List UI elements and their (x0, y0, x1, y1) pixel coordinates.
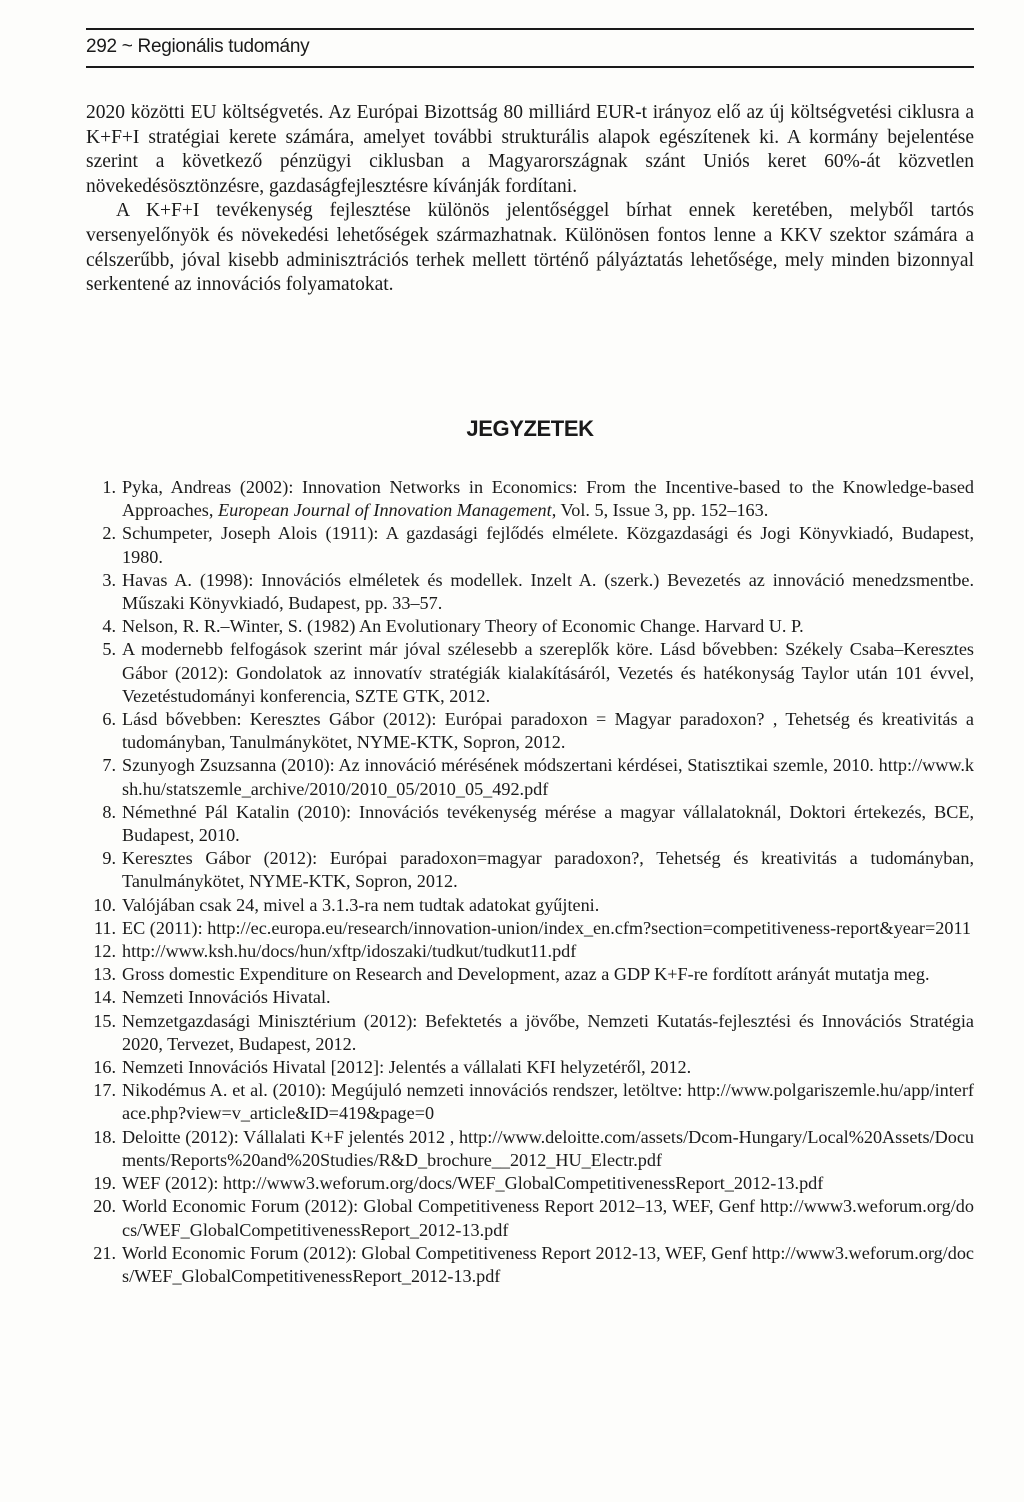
note-item (86, 1126, 974, 1172)
note-number: 19. (93, 1173, 116, 1194)
body-paragraph: 2020 közötti EU költségvetés. Az Európai Bizottság 80 milliárd EUR-t irányoz elő az új költségvetési ciklusra a K+F+I stratégiai kerete számára, amelyet további strukturális alapok egészítenek ki. A kormány bejelentése szerint a következő pénzügyi ciklusban a Magyarországnak szánt Uniós keret 60%-át közvetlen növekedésösztönzésre, gazdaságfejlesztésre kívánják fordítani. (86, 102, 974, 197)
note-text: http://www.ksh.hu/docs/hun/xftp/idoszaki/tudkut/tudkut11.pdf (122, 941, 577, 962)
note-text-part: , Vol. 5, Issue 3, pp. 152–163. (551, 500, 769, 521)
note-item (86, 847, 974, 893)
note-item (86, 569, 974, 615)
note-item (86, 1242, 974, 1288)
note-text: Valójában csak 24, mivel a 3.1.3-ra nem tudtak adatokat gyűjteni. (122, 894, 600, 915)
note-number: 17. (93, 1080, 116, 1101)
note-item (86, 963, 974, 986)
note-text: Deloitte (2012): Vállalati K+F jelentés 2012 , http://www.deloitte.com/assets/Dcom-Hungary/Local%20Assets/Documents/Reports%20and%20Studies/R&D_brochure__2012_HU_Electr.pdf (122, 1126, 974, 1170)
body-paragraph: A K+F+I tevékenység fejlesztése különös jelentőséggel bírhat ennek keretében, melyből tartós versenyelőnyök és növekedési lehetőségek származhatnak. Különösen fontos lenne a KKV szektor számára a célszerűbb, jóval kisebb adminisztrációs terhek mellett történő pályáztatás lehetősége, mely minden bizonnyal serkentené az innovációs folyamatokat. (86, 200, 974, 296)
note-number: 7. (102, 755, 116, 776)
note-item (86, 522, 974, 568)
note-item (86, 917, 974, 940)
note-number: 21. (93, 1242, 116, 1263)
note-number: 13. (93, 964, 116, 985)
note-text (122, 476, 974, 522)
note-number: 6. (102, 709, 116, 730)
note-text: Havas A. (1998): Innovációs elméletek és modellek. Inzelt A. (szerk.) Bevezetés az innováció menedzsmentbe. Műszaki Könyvkiadó, Budapest, pp. 33–57. (122, 569, 974, 614)
note-number: 4. (102, 616, 116, 637)
note-text: Nemzeti Innovációs Hivatal [2012]: Jelentés a vállalati KFI helyzetéről, 2012. (122, 1057, 692, 1078)
note-number: 3. (102, 569, 116, 590)
note-item (86, 615, 974, 638)
note-item (86, 1079, 974, 1125)
note-text: WEF (2012): http://www3.weforum.org/docs/WEF_GlobalCompetitivenessReport_2012-13.pdf (122, 1173, 824, 1194)
notes-heading: JEGYZETEK (466, 416, 594, 441)
note-text: Nelson, R. R.–Winter, S. (1982) An Evolutionary Theory of Economic Change. Harvard U. P. (122, 616, 804, 637)
note-text: A modernebb felfogások szerint már jóval szélesebb a szereplők köre. Lásd bővebben: Székely Csaba–Keresztes Gábor (2012): Gondolatok az innovatív stratégiák kialakításáról, Vezetés és hatékonyság Taylor után 101 évvel, Vezetéstudományi konferencia, SZTE GTK, 2012. (122, 639, 974, 706)
note-text: Keresztes Gábor (2012): Európai paradoxon=magyar paradoxon?, Tehetség és kreativitás a tudományban, Tanulmánykötet, NYME-KTK, Sopron, 2012. (122, 848, 974, 892)
note-text: Gross domestic Expenditure on Research and Development, azaz a GDP K+F-re fordított arányát mutatja meg. (122, 964, 930, 985)
note-text: World Economic Forum (2012): Global Competitiveness Report 2012-13, WEF, Genf http://www3.weforum.org/docs/WEF_GlobalCompetitivenessReport_2012-13.pdf (122, 1242, 974, 1286)
running-head-text: 292 ~ Regionális tudomány (86, 36, 310, 57)
body-text (86, 101, 974, 298)
note-item (86, 1172, 974, 1195)
note-number: 10. (93, 894, 116, 915)
running-head (86, 28, 974, 68)
note-number: 16. (93, 1057, 116, 1078)
note-number: 8. (102, 801, 116, 822)
note-text: Lásd bővebben: Keresztes Gábor (2012): Európai paradoxon = Magyar paradoxon? , Tehetség és kreativitás a tudományban, Tanulmánykötet, NYME-KTK, Sopron, 2012. (122, 709, 974, 753)
note-text: Nikodémus A. et al. (2010): Megújuló nemzeti innovációs rendszer, letöltve: http://www.polgariszemle.hu/app/interface.php?view=v_article&ID=419&page=0 (122, 1080, 974, 1124)
note-number: 11. (93, 917, 116, 938)
note-item (86, 801, 974, 847)
note-item (86, 894, 974, 917)
note-item (86, 476, 974, 522)
note-number: 5. (102, 639, 116, 660)
note-item (86, 940, 974, 963)
note-number: 9. (102, 848, 116, 869)
note-number: 18. (93, 1126, 116, 1147)
note-item (86, 1195, 974, 1241)
note-number: 20. (93, 1196, 116, 1217)
note-text: Szunyogh Zsuzsanna (2010): Az innováció mérésének módszertani kérdései, Statisztikai szemle, 2010. http://www.ksh.hu/statszemle_archive/2010/2010_05/2010_05_492.pdf (122, 755, 974, 799)
note-text: Nemzetgazdasági Minisztérium (2012): Befektetés a jövőbe, Nemzeti Kutatás-fejlesztési és Innovációs Stratégia 2020, Tervezet, Budapest, 2012. (122, 1010, 974, 1054)
note-item (86, 1056, 974, 1079)
note-number: 1. (102, 477, 116, 497)
note-item (86, 708, 974, 754)
note-item (86, 638, 974, 708)
notes-list (86, 476, 974, 1288)
note-text: EC (2011): http://ec.europa.eu/research/innovation-union/index_en.cfm?section=competitiveness-report&year=2011 (122, 917, 971, 938)
note-number: 14. (93, 987, 116, 1008)
note-number: 15. (93, 1010, 116, 1031)
note-item (86, 1010, 974, 1056)
note-text: Schumpeter, Joseph Alois (1911): A gazdasági fejlődés elmélete. Közgazdasági és Jogi Könyvkiadó, Budapest, 1980. (122, 523, 974, 567)
note-text: Nemzeti Innovációs Hivatal. (122, 987, 331, 1008)
note-item (86, 754, 974, 800)
journal-title: European Journal of Innovation Management (217, 500, 552, 521)
note-text: World Economic Forum (2012): Global Competitiveness Report 2012–13, WEF, Genf http://www3.weforum.org/docs/WEF_GlobalCompetitivenessReport_2012-13.pdf (122, 1196, 974, 1240)
note-number: 12. (93, 941, 116, 962)
note-item (86, 986, 974, 1009)
note-text: Némethné Pál Katalin (2010): Innovációs tevékenység mérése a magyar vállalatoknál, Doktori értekezés, BCE, Budapest, 2010. (122, 801, 974, 846)
note-text-part: Pyka, Andreas (2002): Innovation Networks in Economics: From the Incentive-based to the Knowledge-based Approaches, (122, 477, 974, 521)
note-number: 2. (102, 523, 116, 544)
